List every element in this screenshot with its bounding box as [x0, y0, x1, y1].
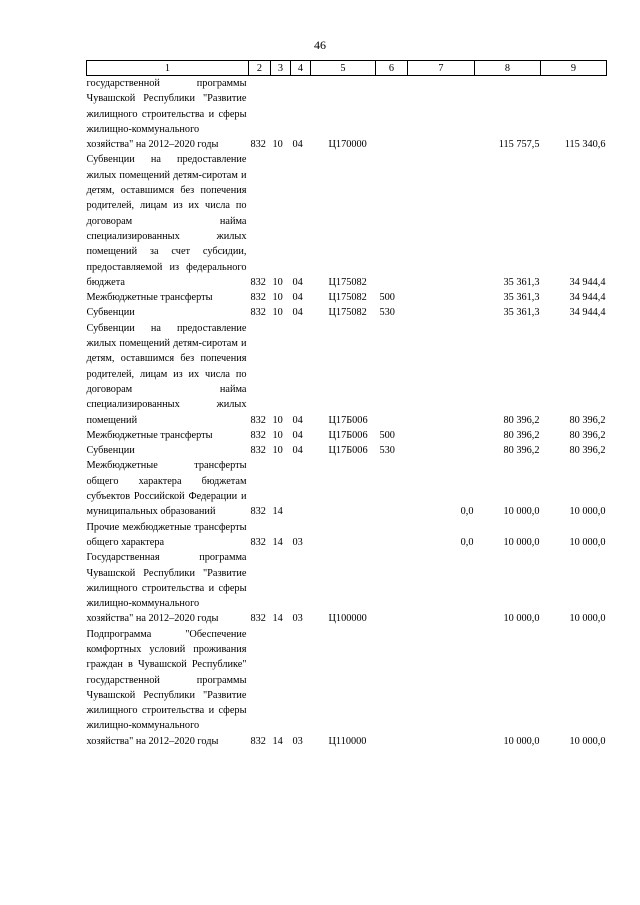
table-row — [87, 550, 607, 626]
subsection-code-cell: 04 — [292, 445, 303, 457]
table-row — [87, 443, 607, 458]
item-name-cell: Межбюджетные трансферты — [86, 292, 213, 304]
target-article-code-cell: Ц110000 — [328, 735, 367, 747]
amount-col-9-cell: 34 944,4 — [569, 276, 606, 288]
expense-type-code-cell: 500 — [379, 292, 395, 304]
ministry-code-cell: 832 — [250, 429, 266, 441]
subsection-code-cell: 04 — [292, 307, 303, 319]
table-row — [87, 76, 607, 153]
item-name-cell: Субвенции — [86, 445, 135, 457]
expense-type-code-cell — [376, 458, 408, 519]
subsection-code-cell: 03 — [292, 613, 303, 625]
target-article-code-cell: Ц175082 — [328, 276, 367, 288]
expense-type-code-cell — [376, 152, 408, 290]
amount-col-7-cell — [408, 443, 475, 458]
ministry-code-cell: 832 — [250, 506, 266, 518]
target-article-code-cell — [311, 458, 376, 519]
expense-type-code-cell: 530 — [379, 445, 395, 457]
table-row — [87, 520, 607, 551]
item-name-cell: Субвенции — [86, 307, 135, 319]
subsection-code-cell: 04 — [292, 276, 303, 288]
section-code-cell: 10 — [272, 292, 283, 304]
table-row — [87, 152, 607, 290]
table-row — [87, 458, 607, 519]
table-row — [87, 627, 607, 749]
column-header: 4 — [291, 61, 311, 76]
amount-col-9-cell: 115 340,6 — [564, 139, 606, 151]
amount-col-7-cell: 0,0 — [460, 536, 474, 548]
item-name-cell: Государственная программа Чувашской Республики "Развитие жилищного строительства и сферы жилищно-коммунального хозяйства" на 2012–2020 годы — [86, 552, 247, 625]
amount-col-8-cell: 10 000,0 — [503, 536, 540, 548]
target-article-code-cell: Ц175082 — [328, 292, 367, 304]
expense-type-code-cell: 530 — [379, 307, 395, 319]
column-header: 6 — [376, 61, 408, 76]
amount-col-7-cell — [408, 550, 475, 626]
item-name-cell: Субвенции на предоставление жилых помещений детям-сиротам и детям, оставшимся без попечения родителей, лицам из их числа по договорам найма специализированных жилых помещений за счет субсидии, предоставляемой из федерального бюджета — [86, 154, 247, 288]
subsection-code-cell — [291, 458, 311, 519]
target-article-code-cell: Ц170000 — [328, 139, 367, 151]
amount-col-8-cell: 35 361,3 — [503, 276, 540, 288]
ministry-code-cell: 832 — [250, 445, 266, 457]
subsection-code-cell: 04 — [292, 429, 303, 441]
ministry-code-cell: 832 — [250, 536, 266, 548]
amount-col-8-cell: 80 396,2 — [503, 414, 540, 426]
expense-type-code-cell — [376, 76, 408, 153]
ministry-code-cell: 832 — [250, 613, 266, 625]
item-name-cell: Подпрограмма "Обеспечение комфортных условий проживания граждан в Чувашской Республике" государственной программы Чувашской Республики "Развитие жилищного строительства и сферы жилищно-коммунального хозяйства" на 2012–2020 годы — [86, 628, 247, 747]
amount-col-8-cell: 10 000,0 — [503, 735, 540, 747]
expense-type-code-cell — [376, 520, 408, 551]
section-code-cell: 10 — [272, 139, 283, 151]
target-article-code-cell: Ц100000 — [328, 613, 367, 625]
amount-col-8-cell: 115 757,5 — [498, 139, 540, 151]
target-article-code-cell — [311, 520, 376, 551]
column-header: 5 — [311, 61, 376, 76]
amount-col-7-cell — [408, 152, 475, 290]
target-article-code-cell: Ц17Б006 — [328, 429, 368, 441]
table-header-row — [87, 61, 607, 76]
item-name-cell: Межбюджетные трансферты общего характера бюджетам субъектов Российской Федерации и муниципальных образований — [86, 460, 247, 518]
item-name-cell: государственной программы Чувашской Республики "Развитие жилищного строительства и сферы жилищно-коммунального хозяйства" на 2012–2020 годы — [86, 78, 247, 151]
section-code-cell: 14 — [272, 735, 283, 747]
ministry-code-cell: 832 — [250, 292, 266, 304]
amount-col-9-cell: 10 000,0 — [569, 735, 606, 747]
item-name-cell: Субвенции на предоставление жилых помещений детям-сиротам и детям, оставшимся без попечения родителей, лицам из их числа по договорам найма специализированных жилых помещений — [86, 322, 247, 426]
amount-col-8-cell: 80 396,2 — [503, 429, 540, 441]
amount-col-9-cell: 34 944,4 — [569, 292, 606, 304]
section-code-cell: 10 — [272, 276, 283, 288]
amount-col-8-cell: 10 000,0 — [503, 506, 540, 518]
section-code-cell: 10 — [272, 414, 283, 426]
column-header: 1 — [87, 61, 249, 76]
table-row — [87, 428, 607, 443]
expense-type-code-cell — [376, 627, 408, 749]
expense-type-code-cell: 500 — [379, 429, 395, 441]
amount-col-7-cell — [408, 428, 475, 443]
ministry-code-cell: 832 — [250, 414, 266, 426]
ministry-code-cell: 832 — [250, 307, 266, 319]
table-row — [87, 321, 607, 428]
subsection-code-cell: 04 — [292, 414, 303, 426]
column-header: 2 — [249, 61, 271, 76]
table-row — [87, 305, 607, 320]
section-code-cell: 10 — [272, 307, 283, 319]
target-article-code-cell: Ц17Б006 — [328, 414, 368, 426]
amount-col-8-cell: 35 361,3 — [503, 292, 540, 304]
amount-col-9-cell: 10 000,0 — [569, 613, 606, 625]
section-code-cell: 14 — [272, 536, 283, 548]
subsection-code-cell: 03 — [292, 536, 303, 548]
amount-col-9-cell: 80 396,2 — [569, 414, 606, 426]
section-code-cell: 14 — [272, 506, 283, 518]
amount-col-7-cell — [408, 76, 475, 153]
ministry-code-cell: 832 — [250, 139, 266, 151]
amount-col-7-cell — [408, 290, 475, 305]
amount-col-7-cell — [408, 321, 475, 428]
column-header: 3 — [271, 61, 291, 76]
subsection-code-cell: 03 — [292, 735, 303, 747]
item-name-cell: Прочие межбюджетные трансферты общего характера — [86, 521, 247, 548]
expense-type-code-cell — [376, 550, 408, 626]
amount-col-9-cell: 10 000,0 — [569, 536, 606, 548]
subsection-code-cell: 04 — [292, 292, 303, 304]
ministry-code-cell: 832 — [250, 276, 266, 288]
column-header: 7 — [408, 61, 475, 76]
column-header: 8 — [475, 61, 541, 76]
ministry-code-cell: 832 — [250, 735, 266, 747]
section-code-cell: 10 — [272, 445, 283, 457]
budget-table — [86, 60, 607, 749]
amount-col-9-cell: 80 396,2 — [569, 429, 606, 441]
section-code-cell: 14 — [272, 613, 283, 625]
column-header: 9 — [541, 61, 607, 76]
amount-col-9-cell: 80 396,2 — [569, 445, 606, 457]
amount-col-9-cell: 34 944,4 — [569, 307, 606, 319]
subsection-code-cell: 04 — [292, 139, 303, 151]
page-number: 46 — [314, 38, 326, 52]
expense-type-code-cell — [376, 321, 408, 428]
amount-col-7-cell — [408, 305, 475, 320]
table-row — [87, 290, 607, 305]
amount-col-7-cell: 0,0 — [460, 506, 474, 518]
amount-col-7-cell — [408, 627, 475, 749]
target-article-code-cell: Ц175082 — [328, 307, 367, 319]
target-article-code-cell: Ц17Б006 — [328, 445, 368, 457]
section-code-cell: 10 — [272, 429, 283, 441]
item-name-cell: Межбюджетные трансферты — [86, 429, 213, 441]
amount-col-9-cell: 10 000,0 — [569, 506, 606, 518]
amount-col-8-cell: 10 000,0 — [503, 613, 540, 625]
amount-col-8-cell: 35 361,3 — [503, 307, 540, 319]
amount-col-8-cell: 80 396,2 — [503, 445, 540, 457]
